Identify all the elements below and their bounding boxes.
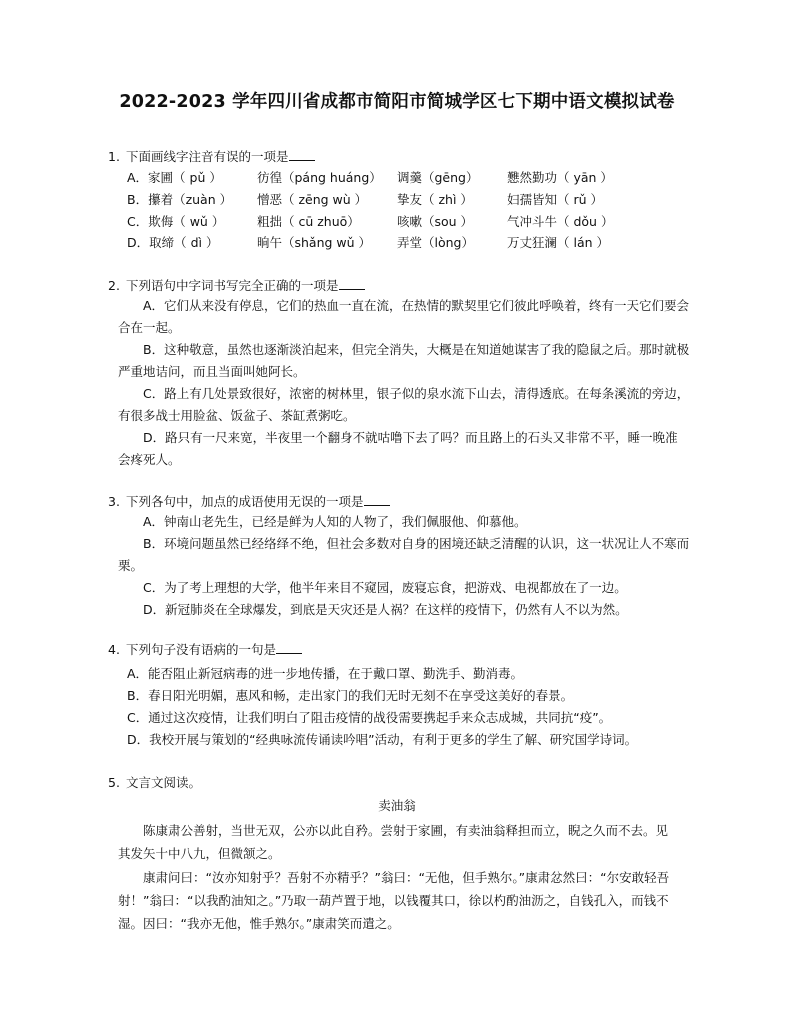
question-number: 1. [108,149,120,164]
q1-option-cell: 憎恶（ zēng wù ） [257,192,368,207]
q1-option-cell: D．取缔（ dì ） [127,235,219,250]
q1-option-cell: 调羹（gēng） [397,170,479,185]
question-number: 3. [108,494,120,509]
q2-option-b: B．这种敬意，虽然也逐渐淡泊起来，但完全消失，大概是在知道她谋害了我的隐鼠之后。那时就极严重地诘问，而且当面叫她阿长。 [118,342,690,379]
question-number: 2. [108,278,120,293]
q1-option-cell: 晌午（shǎng wǔ ） [257,235,372,250]
q1-option-cell: 气冲斗牛（ dǒu ） [507,214,614,229]
passage-title: 卖油翁 [378,798,416,813]
question-stem: 下列语句中字词书写完全正确的一项是 [125,278,339,293]
q1-option-cell: 咳嗽（sou ） [397,214,474,229]
question-3 [108,492,390,510]
q1-option-cell: 挚友（ zhì ） [397,192,473,207]
question-1 [108,147,315,165]
q1-option-cell: 粗拙（ cū zhuō） [257,214,360,229]
question-number: 4. [108,642,120,657]
question-stem: 下面画线字注音有误的一项是 [125,149,289,164]
question-2 [108,276,365,294]
q1-option-cell: A．家圃（ pǔ ） [127,170,222,185]
q4-option-b: B．春日阳光明媚，惠风和畅，走出家门的我们无时无刻不在享受这美好的春景。 [127,688,574,703]
q3-option-a: A．钟南山老先生，已经是鲜为人知的人物了，我们佩服他、仰慕他。 [143,514,527,529]
q3-option-b: B．环境问题虽然已经络绎不绝，但社会多数对自身的困境还缺乏清醒的认识，这一状况让人不寒而栗。 [118,536,690,573]
q3-option-d: D．新冠肺炎在全球爆发，到底是天灾还是人祸？在这样的疫情下，仍然有人不以为然。 [143,602,628,617]
q2-option-d: D．路只有一尺来宽，半夜里一个翻身不就咕噜下去了吗？而且路上的石头又非常不平，睡一晚准会疼死人。 [118,430,678,467]
passage-paragraph-2: 康肃问曰：“汝亦知射乎？吾射不亦精乎？”翁曰：“无他，但手熟尔。”康肃忿然曰：“尔安敢轻吾射！”翁曰：“以我酌油知之。”乃取一葫芦置于地，以钱覆其口，徐以杓酌油沥之，自钱孔入，而钱不湿。因曰：“我亦无他，惟手熟尔。”康肃笑而遣之。 [118,870,670,931]
answer-blank [339,277,365,290]
page-title: 2022-2023 学年四川省成都市简阳市简城学区七下期中语文模拟试卷 [119,92,675,112]
q4-option-d: D．我校开展与策划的“经典咏流传诵读吟唱”活动，有利于更多的学生了解、研究国学诗词。 [127,732,638,747]
answer-blank [364,493,390,506]
q1-option-cell: 万丈狂澜（ lán ） [507,235,610,250]
q1-option-cell: 戁然勤功（ yān ） [507,170,613,185]
q4-option-a: A．能否阻止新冠病毒的进一步地传播，在于戴口罩、勤洗手、勤消毒。 [127,666,524,681]
question-number: 5. [108,775,120,790]
question-4 [108,640,302,658]
q1-option-cell: 彷徨（páng huáng） [257,170,382,185]
q3-option-c: C．为了考上理想的大学，他半年来目不窥园，废寝忘食，把游戏、电视都放在了一边。 [143,580,627,595]
question-5 [108,773,201,791]
q1-option-cell: B．攥着（zuàn ） [127,192,233,207]
q2-option-c: C．路上有几处景致很好，浓密的树林里，银子似的泉水流下山去，清得透底。在每条溪流的旁边，有很多战士用脸盆、饭盆子、茶缸煮粥吃。 [118,386,690,423]
q1-option-cell: 妇孺皆知（ rǔ ） [507,192,604,207]
q1-option-cell: C．欺侮（ wǔ ） [127,214,225,229]
question-stem: 文言文阅读。 [125,775,201,790]
answer-blank [276,641,302,654]
answer-blank [289,148,315,161]
question-stem: 下列句子没有语病的一句是 [125,642,276,657]
q2-option-a: A．它们从来没有停息，它们的热血一直在流，在热情的默契里它们彼此呼唤着，终有一天它们要会合在一起。 [118,298,690,335]
passage-paragraph-1: 陈康肃公善射，当世无双，公亦以此自矜。尝射于家圃，有卖油翁释担而立，睨之久而不去。见其发矢十中八九，但微颔之。 [118,823,669,861]
question-stem: 下列各句中，加点的成语使用无误的一项是 [125,494,364,509]
q4-option-c: C．通过这次疫情，让我们明白了阻击疫情的战役需要携起手来众志成城，共同抗“疫”。 [127,710,612,725]
q1-option-cell: 弄堂（lòng） [397,235,474,250]
